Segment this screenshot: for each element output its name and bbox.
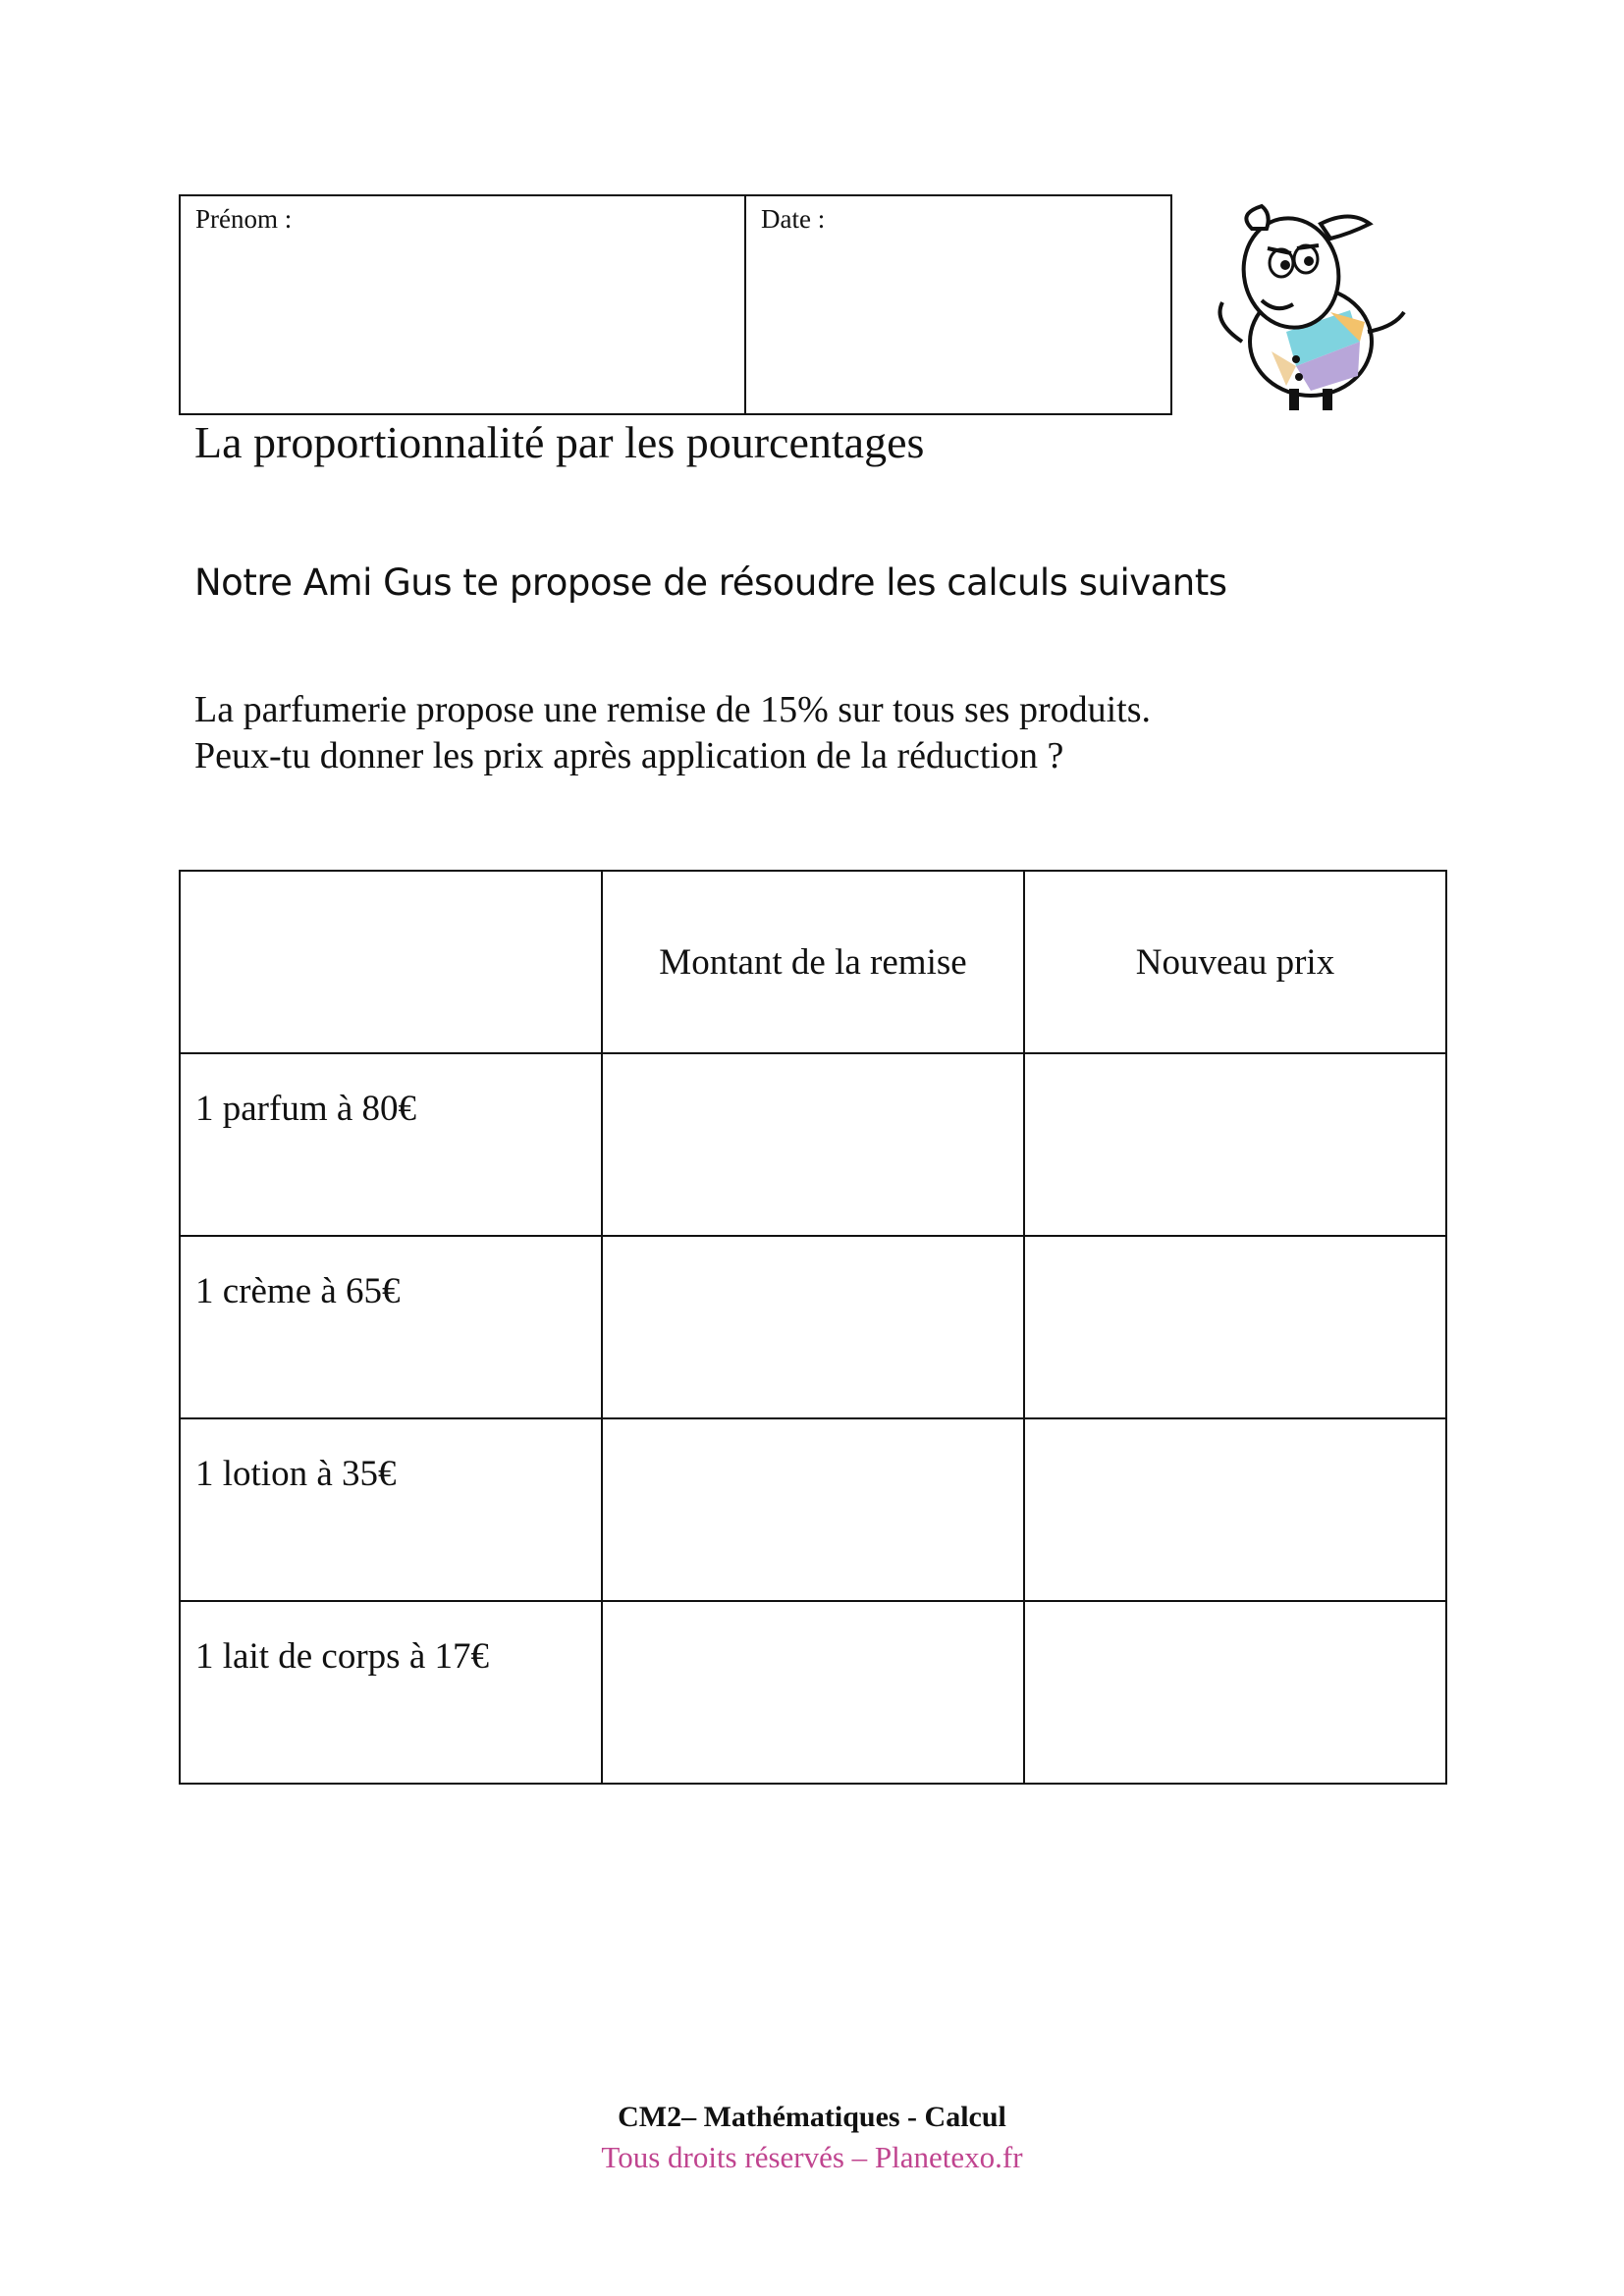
prix-answer-cell[interactable] bbox=[1024, 1601, 1446, 1784]
page-title: La proportionnalité par les pourcentages bbox=[194, 417, 925, 467]
instruction-line-2: Peux-tu donner les prix après application de la réduction ? bbox=[194, 735, 1064, 776]
table-row bbox=[180, 1236, 1446, 1418]
footer-course-label: CM2– Mathématiques - Calcul bbox=[618, 2101, 1006, 2133]
remise-answer-cell[interactable] bbox=[602, 1418, 1024, 1601]
discount-table bbox=[179, 870, 1447, 1785]
item-cell: 1 parfum à 80€ bbox=[180, 1053, 602, 1236]
item-cell: 1 crème à 65€ bbox=[180, 1236, 602, 1418]
gus-sheep-mascot-icon bbox=[1203, 194, 1414, 415]
table-row bbox=[180, 1418, 1446, 1601]
table-row bbox=[180, 1601, 1446, 1784]
prix-answer-cell[interactable] bbox=[1024, 1053, 1446, 1236]
remise-answer-cell[interactable] bbox=[602, 1053, 1024, 1236]
table-header-row bbox=[180, 871, 1446, 1053]
table-row bbox=[180, 1053, 1446, 1236]
date-label: Date : bbox=[761, 204, 826, 234]
student-info-box bbox=[179, 194, 1172, 415]
remise-answer-cell[interactable] bbox=[602, 1601, 1024, 1784]
subtitle: Notre Ami Gus te propose de résoudre les calculs suivants bbox=[194, 561, 1227, 604]
footer-copyright: Tous droits réservés – Planetexo.fr bbox=[601, 2140, 1023, 2174]
instruction-line-1: La parfumerie propose une remise de 15% sur tous ses produits. bbox=[194, 689, 1152, 730]
header-cell-nouveau-prix: Nouveau prix bbox=[1024, 871, 1446, 1053]
instructions bbox=[194, 687, 1151, 779]
prix-answer-cell[interactable] bbox=[1024, 1418, 1446, 1601]
header-cell-empty bbox=[180, 871, 602, 1053]
prix-answer-cell[interactable] bbox=[1024, 1236, 1446, 1418]
name-field[interactable] bbox=[181, 196, 746, 413]
item-cell: 1 lait de corps à 17€ bbox=[180, 1601, 602, 1784]
remise-answer-cell[interactable] bbox=[602, 1236, 1024, 1418]
item-cell: 1 lotion à 35€ bbox=[180, 1418, 602, 1601]
header-cell-remise: Montant de la remise bbox=[602, 871, 1024, 1053]
name-label: Prénom : bbox=[195, 204, 293, 234]
date-field[interactable] bbox=[746, 196, 1170, 413]
